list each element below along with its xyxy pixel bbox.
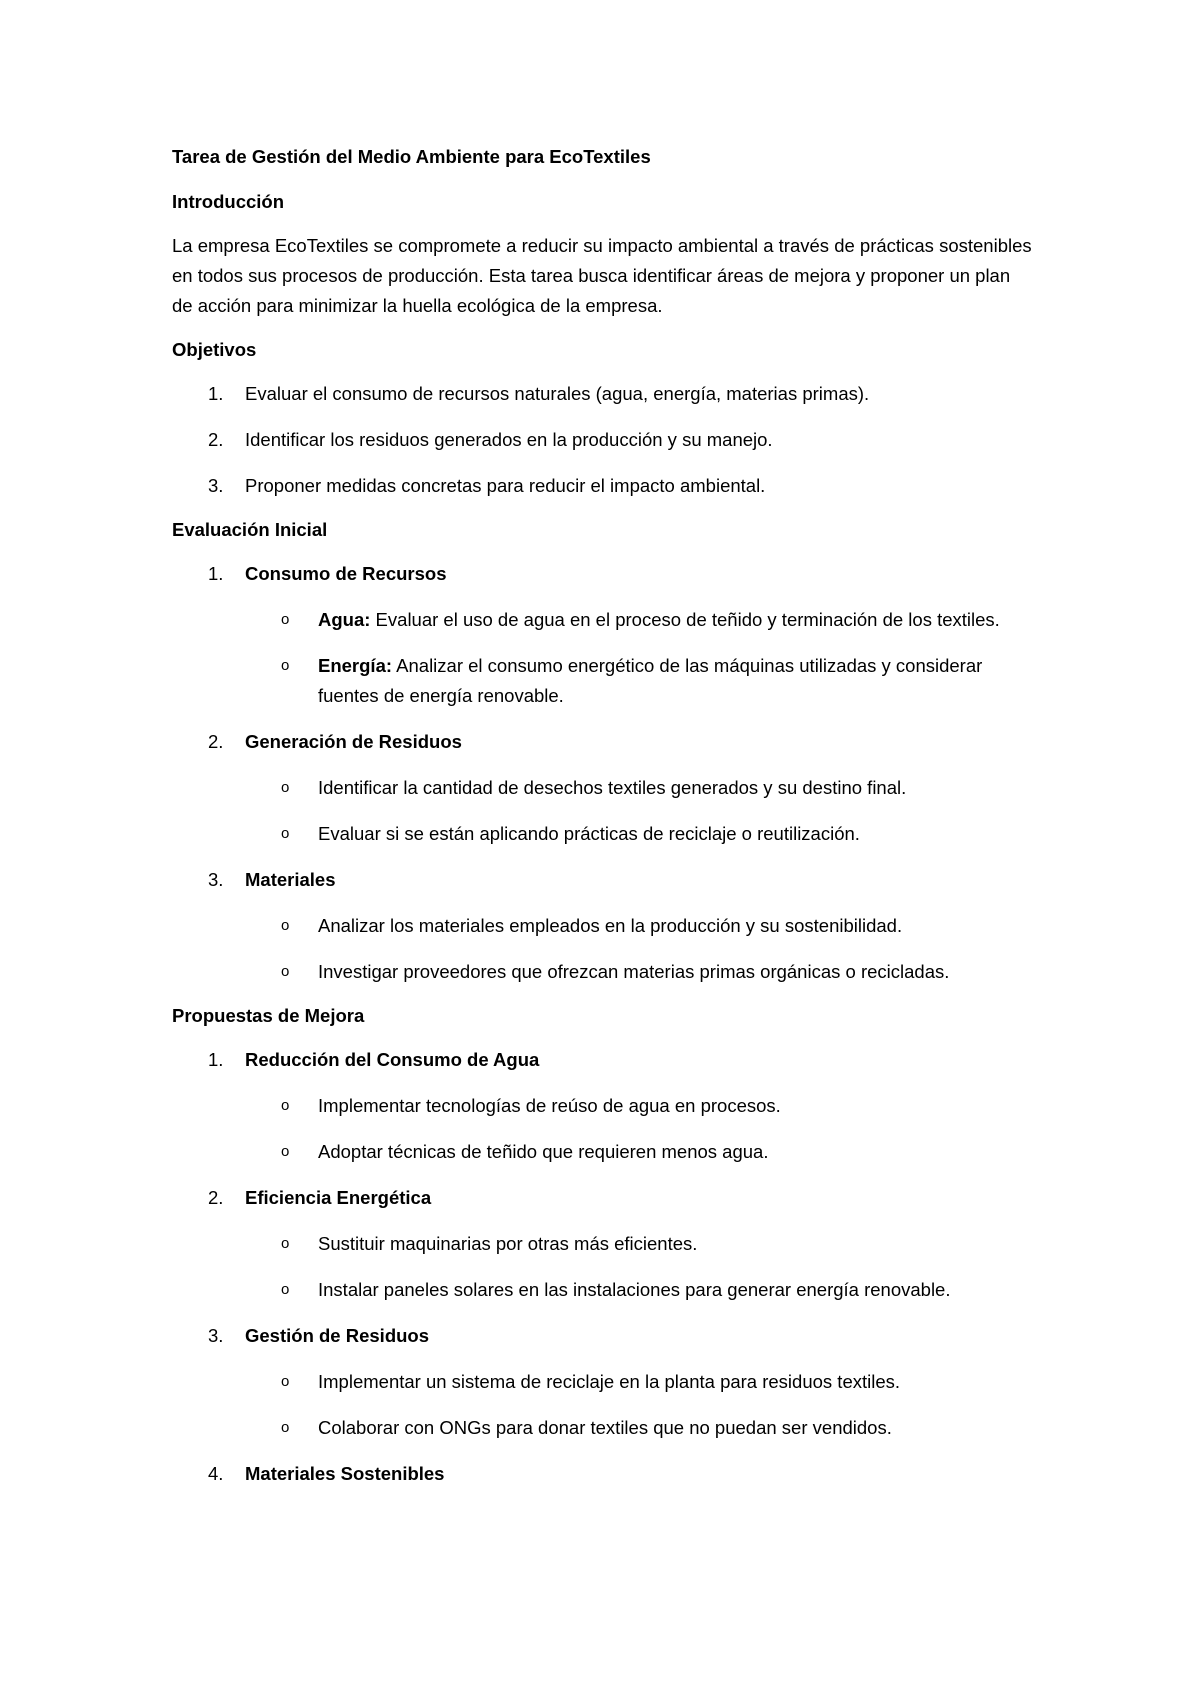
sub-item-text: Colaborar con ONGs para donar textiles que no puedan ser vendidos. — [318, 1417, 892, 1438]
objectives-list — [172, 379, 1032, 501]
sub-list-item — [245, 1413, 1032, 1443]
list-item-text: Identificar los residuos generados en la producción y su manejo. — [245, 429, 773, 450]
list-item — [172, 1183, 1032, 1305]
list-item — [172, 865, 1032, 987]
document-body — [172, 142, 1032, 1505]
sub-list-item — [245, 773, 1032, 803]
sub-item-text: Identificar la cantidad de desechos textiles generados y su destino final. — [318, 777, 907, 798]
proposals-heading: Propuestas de Mejora — [172, 1005, 365, 1026]
sub-list-item — [245, 957, 1032, 987]
sub-list — [245, 1367, 1032, 1443]
list-item-title: Gestión de Residuos — [245, 1325, 430, 1346]
list-number: 4. — [208, 1463, 224, 1484]
document-title: Tarea de Gestión del Medio Ambiente para EcoTextiles — [172, 146, 651, 167]
sub-item-text: Analizar el consumo energético de las máquinas utilizadas y considerar fuentes de energía renovable. — [318, 655, 983, 706]
sub-item-text: Instalar paneles solares en las instalaciones para generar energía renovable. — [318, 1279, 951, 1300]
intro-paragraph: La empresa EcoTextiles se compromete a reducir su impacto ambiental a través de prácticas sostenibles en todos sus procesos de producción. Esta tarea busca identificar áreas de mejora y proponer un plan de acción para minimizar la huella ecológica de la empresa. — [172, 235, 1032, 316]
sub-list — [245, 773, 1032, 849]
bullet-icon: o — [281, 1143, 290, 1160]
bullet-icon: o — [281, 779, 290, 796]
list-item-title: Reducción del Consumo de Agua — [245, 1049, 540, 1070]
sub-item-text: Sustituir maquinarias por otras más eficientes. — [318, 1233, 698, 1254]
sub-item-label: Energía: — [318, 655, 393, 676]
list-number: 2. — [208, 429, 224, 450]
bullet-icon: o — [281, 1419, 290, 1436]
list-number: 1. — [208, 563, 224, 584]
list-item — [172, 559, 1032, 711]
list-number: 3. — [208, 869, 224, 890]
sub-list-item — [245, 911, 1032, 941]
sub-item-text: Implementar un sistema de reciclaje en la planta para residuos textiles. — [318, 1371, 901, 1392]
objectives-heading: Objetivos — [172, 339, 257, 360]
list-item-title: Materiales — [245, 869, 336, 890]
sub-list-item — [245, 605, 1032, 635]
sub-list-item — [245, 1137, 1032, 1167]
sub-list-item — [245, 819, 1032, 849]
sub-list-item — [245, 1275, 1032, 1305]
list-number: 3. — [208, 475, 224, 496]
list-item — [172, 1459, 1032, 1489]
sub-item-text: Analizar los materiales empleados en la producción y su sostenibilidad. — [318, 915, 903, 936]
bullet-icon: o — [281, 963, 290, 980]
list-item-text: Evaluar el consumo de recursos naturales (agua, energía, materias primas). — [245, 383, 870, 404]
list-item-title: Consumo de Recursos — [245, 563, 447, 584]
bullet-icon: o — [281, 1235, 290, 1252]
list-number: 3. — [208, 1325, 224, 1346]
sub-item-text: Adoptar técnicas de teñido que requieren menos agua. — [318, 1141, 769, 1162]
sub-item-text: Evaluar el uso de agua en el proceso de teñido y terminación de los textiles. — [370, 609, 1000, 630]
evaluation-heading: Evaluación Inicial — [172, 519, 328, 540]
bullet-icon: o — [281, 611, 290, 628]
bullet-icon: o — [281, 825, 290, 842]
sub-list-item — [245, 651, 1032, 711]
sub-list-item — [245, 1229, 1032, 1259]
list-item — [172, 425, 1032, 455]
bullet-icon: o — [281, 917, 290, 934]
sub-item-text: Investigar proveedores que ofrezcan materias primas orgánicas o recicladas. — [318, 961, 950, 982]
list-item-title: Eficiencia Energética — [245, 1187, 432, 1208]
bullet-icon: o — [281, 1373, 290, 1390]
sub-item-text: Implementar tecnologías de reúso de agua en procesos. — [318, 1095, 781, 1116]
sub-list — [245, 911, 1032, 987]
list-item — [172, 379, 1032, 409]
sub-list — [245, 1229, 1032, 1305]
sub-list-item — [245, 1367, 1032, 1397]
list-number: 1. — [208, 383, 224, 404]
bullet-icon: o — [281, 1281, 290, 1298]
bullet-icon: o — [281, 657, 290, 674]
sub-item-text: Evaluar si se están aplicando prácticas de reciclaje o reutilización. — [318, 823, 860, 844]
list-number: 2. — [208, 731, 224, 752]
list-item — [172, 1045, 1032, 1167]
bullet-icon: o — [281, 1097, 290, 1114]
evaluation-list — [172, 559, 1032, 987]
list-item — [172, 471, 1032, 501]
list-item-title: Generación de Residuos — [245, 731, 462, 752]
list-item-title: Materiales Sostenibles — [245, 1463, 445, 1484]
list-item — [172, 1321, 1032, 1443]
sub-list — [245, 1091, 1032, 1167]
list-item-text: Proponer medidas concretas para reducir el impacto ambiental. — [245, 475, 766, 496]
list-item — [172, 727, 1032, 849]
list-number: 1. — [208, 1049, 224, 1070]
sub-list-item — [245, 1091, 1032, 1121]
sub-list — [245, 605, 1032, 711]
list-number: 2. — [208, 1187, 224, 1208]
proposals-list — [172, 1045, 1032, 1489]
intro-heading: Introducción — [172, 191, 285, 212]
sub-item-label: Agua: — [318, 609, 371, 630]
